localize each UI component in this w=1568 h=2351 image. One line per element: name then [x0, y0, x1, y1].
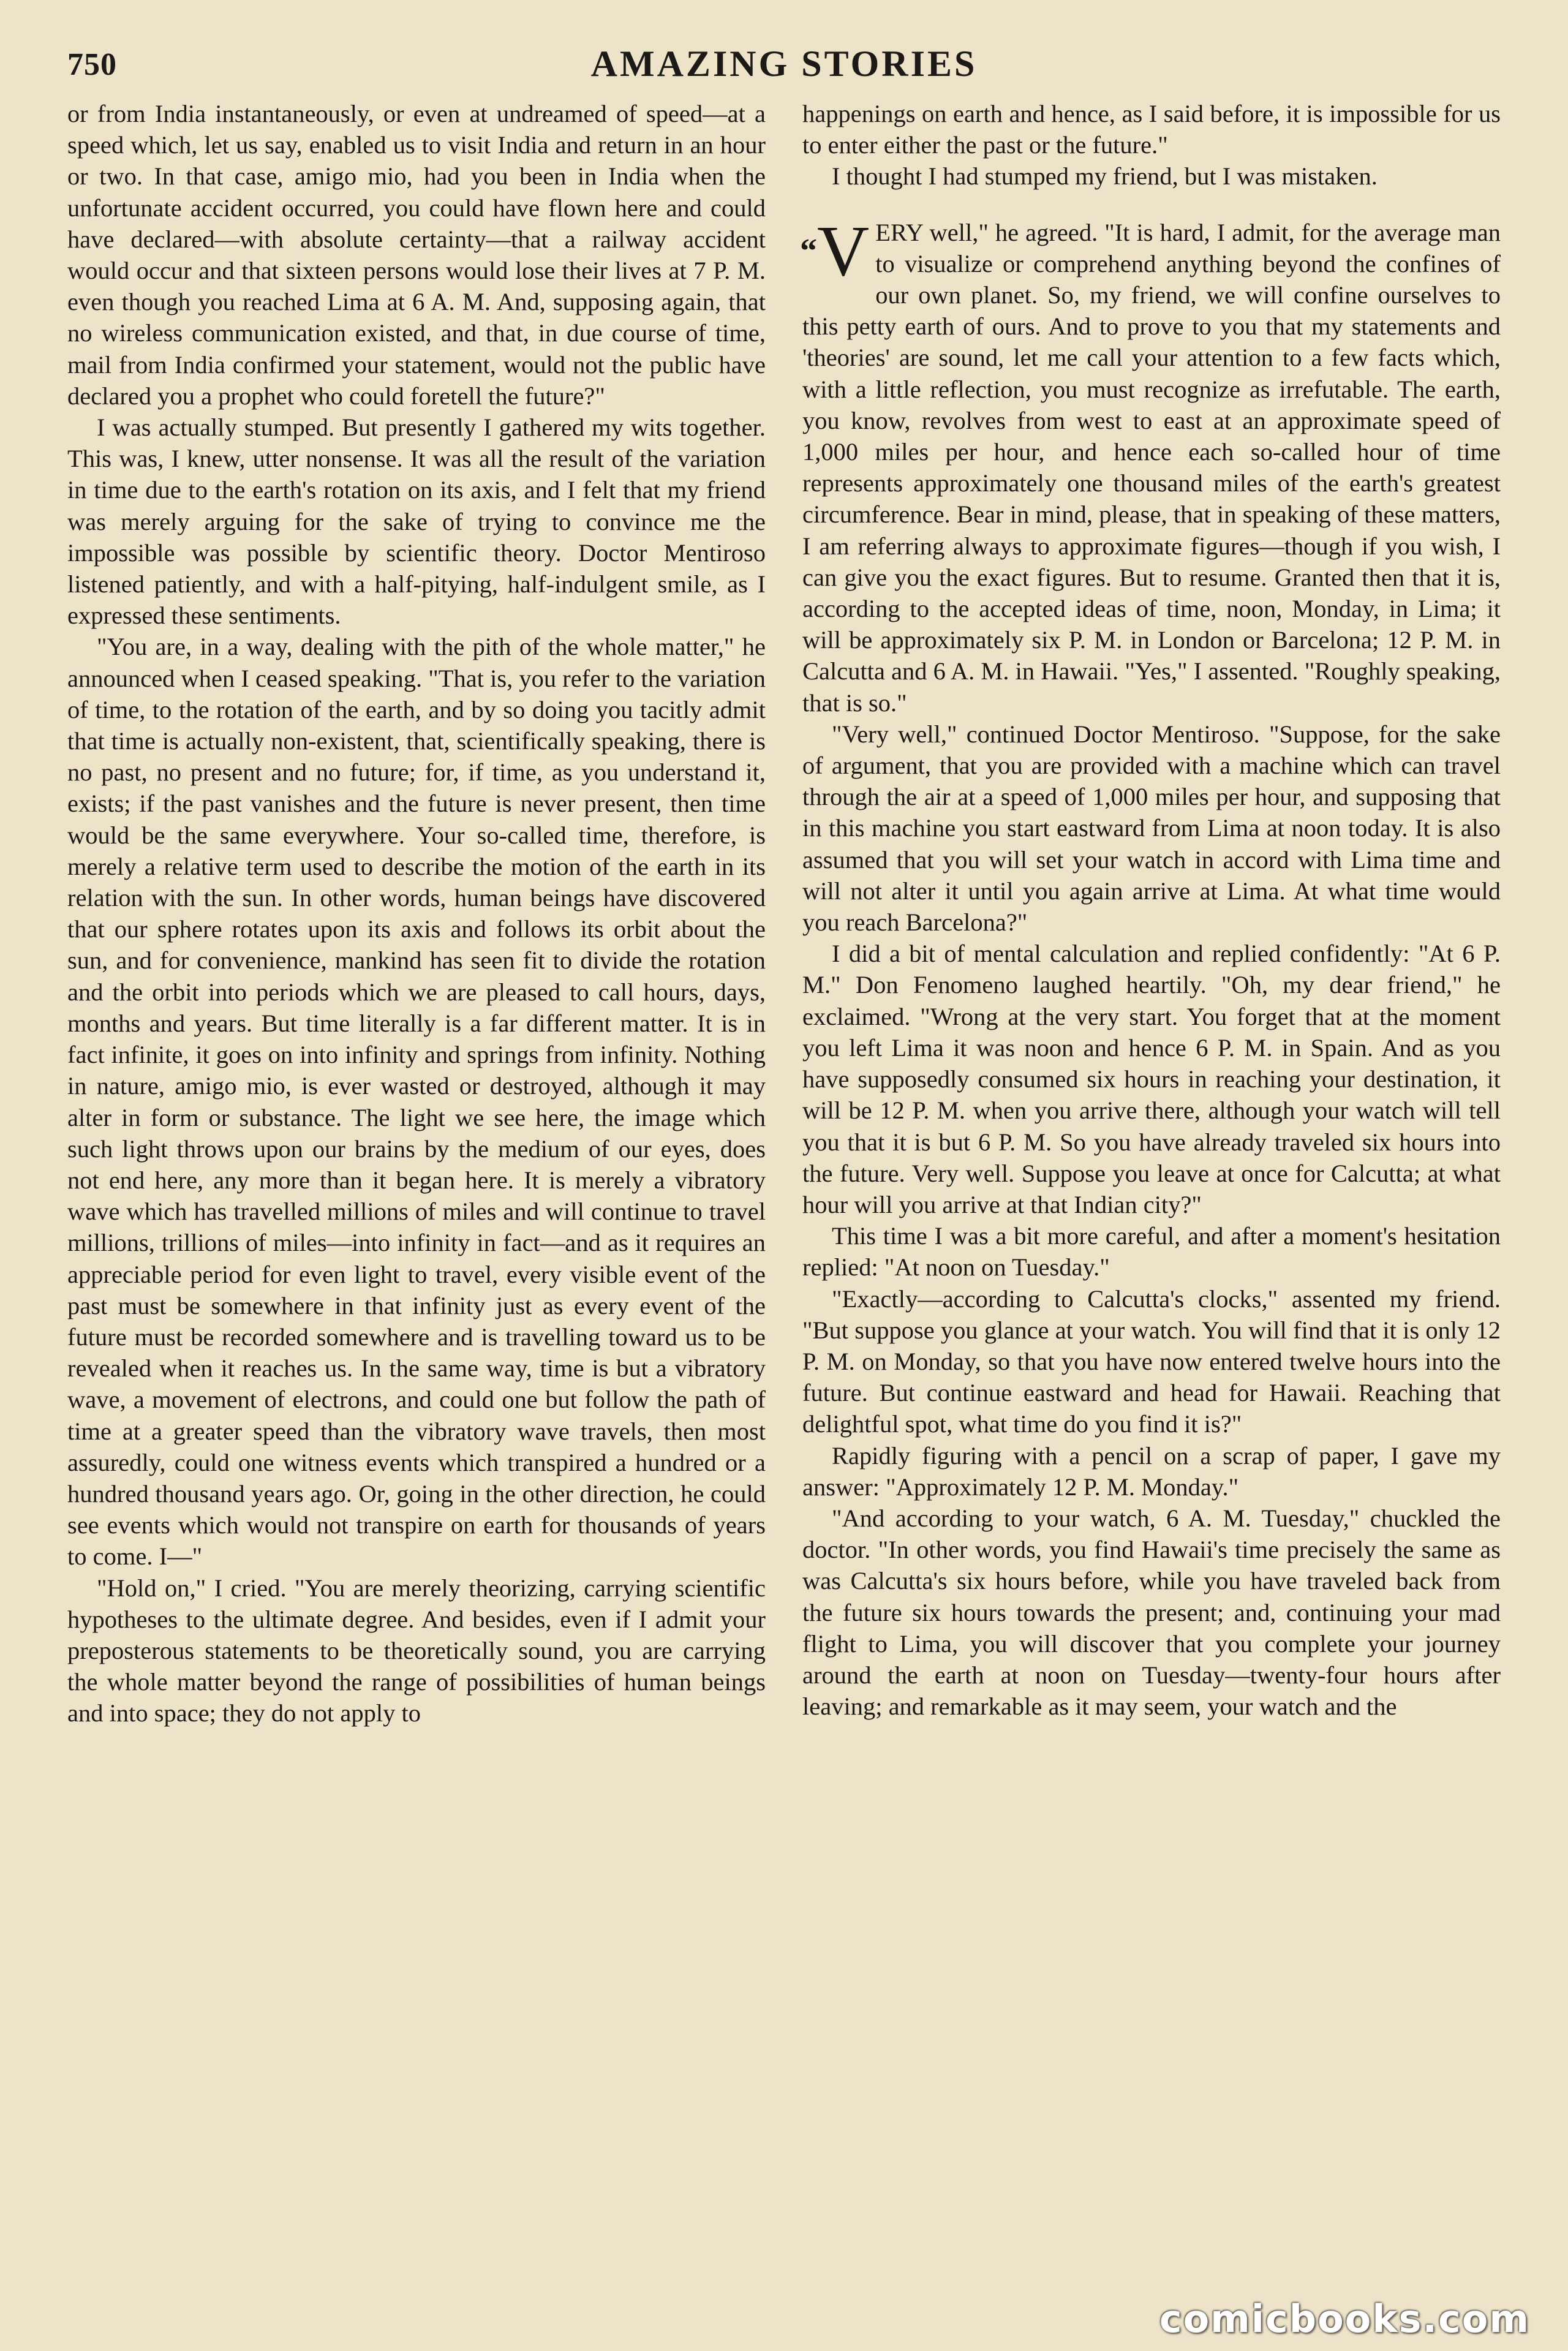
- paragraph: I did a bit of mental calculation and replied confidently: "At 6 P. M." Don Fenomeno laughed heartily. "Oh, my dear friend," he exclaimed. "Wrong at the very start. You forget that at the moment you left Lima it was noon and hence 6 P. M. in Spain. And as you have supposedly consumed six hours in reaching your destination, it will be 12 P. M. when you arrive there, although your watch will tell you that it is but 6 P. M. So you have already traveled six hours into the future. Very well. Suppose you leave at once for Calcutta; at what hour will you arrive at that Indian city?": [802, 940, 1501, 1218]
- section-opening-paragraph: [800, 210, 1501, 719]
- paragraph: "You are, in a way, dealing with the pith of the whole matter," he announced when I ceased speaking. "That is, you refer to the variation of time, to the rotation of the earth, and by so doing you tacitly admit that time is actually non-existent, that, scientifically speaking, there is no past, no present and no future; for, if time, as you understand it, exists; if the past vanishes and the future is never present, then time would be the same everywhere. Your so-called time, therefore, is merely a relative term used to describe the motion of the earth in its relation with the sun. In other words, human beings have discovered that our sphere rotates upon its axis and follows its orbit about the sun, and for convenience, mankind has seen fit to divide the rotation and the orbit into periods which we are pleased to call hours, days, months and years. But time literally is a far different matter. It is in fact infinite, it goes on into infinity and springs from infinity. Nothing in nature, amigo mio, is ever wasted or destroyed, although it may alter in form or substance. The light we see here, the image which such light throws upon our brains by the medium of our eyes, does not end here, any more than it began here. It is merely a vibratory wave which has travelled millions of miles and will continue to travel millions, trillions of miles—into infinity in fact—and as it requires an appreciable period for even light to travel, every visible event of the past must be somewhere in that infinity just as every event of the future must be recorded somewhere and is travelling toward us to be revealed when it reaches us. In the same way, time is but a vibratory wave, a movement of electrons, and could one but follow the path of time at a greater speed than the vibratory wave travels, then most assuredly, could one witness events which transpired a hundred or a hundred thousand years ago. Or, going in the other direction, he could see events which would not transpire on earth for thousands of years to come. I—": [67, 633, 766, 1571]
- left-column: [67, 98, 766, 1729]
- paragraph: happenings on earth and hence, as I said before, it is impossible for us to enter either the past or the future.": [802, 100, 1501, 159]
- paragraph: This time I was a bit more careful, and after a moment's hesitation replied: "At noon on Tuesday.": [802, 1222, 1501, 1281]
- text-columns: [67, 98, 1501, 1729]
- drop-cap: [800, 210, 870, 291]
- paragraph: or from India instantaneously, or even at undreamed of speed—at a speed which, let us say, enabled us to visit India and return in an hour or two. In that case, amigo mio, had you been in India when the unfortunate accident occurred, you could have flown here and could have declared—with absolute certainty—that a railway accident would occur and that sixteen persons would lose their lives at 7 P. M. even though you reached Lima at 6 A. M. And, supposing again, that no wireless communication existed, and that, in due course of time, mail from India confirmed your statement, would not the public have declared you a prophet who could foretell the future?": [67, 100, 766, 410]
- paragraph: Rapidly figuring with a pencil on a scrap of paper, I gave my answer: "Approximately 12 P. M. Monday.": [802, 1441, 1501, 1501]
- paragraph: "And according to your watch, 6 A. M. Tuesday," chuckled the doctor. "In other words, you find Hawaii's time precisely the same as was Calcutta's six hours before, while you have traveled back from the future six hours towards the present; and, continuing your mad flight to Lima, you will discover that you complete your journey around the earth at noon on Tuesday—twenty-four hours after leaving; and remarkable as it may seem, your watch and the: [802, 1504, 1501, 1721]
- right-column: [802, 98, 1501, 1729]
- drop-cap-quote: “: [800, 232, 817, 270]
- magazine-title: AMAZING STORIES: [590, 43, 978, 84]
- paragraph: "Hold on," I cried. "You are merely theorizing, carrying scientific hypotheses to the ultimate degree. And besides, even if I admit your preposterous statements to be theoretically sound, you are carrying the whole matter beyond the range of possibilities of human beings and into space; they do not apply to: [67, 1574, 766, 1727]
- paragraph: I was actually stumped. But presently I gathered my wits together. This was, I knew, utter nonsense. It was all the result of the variation in time due to the earth's rotation on its axis, and I felt that my friend was merely arguing for the sake of trying to convince me the impossible was possible by scientific theory. Doctor Mentiroso listened patiently, and with a half-pitying, half-indulgent smile, as I expressed these sentiments.: [67, 413, 766, 630]
- paragraph: "Exactly—according to Calcutta's clocks," assented my friend. "But suppose you glance at your watch. You will find that it is only 12 P. M. on Monday, so that you have now entered twelve hours into the future. But continue eastward and head for Hawaii. Reaching that delightful spot, what time do you find it is?": [802, 1285, 1501, 1438]
- drop-cap-letter: V: [817, 210, 870, 291]
- page-number: 750: [67, 47, 117, 82]
- paragraph-text: ERY well," he agreed. "It is hard, I admit, for the average man to visualize or comprehend anything beyond the confines of our own planet. So, my friend, we will confine ourselves to this petty earth of ours. And to prove to you that my statements and 'theories' are sound, let me call your attention to a few facts which, with a little reflection, you must recognize as irrefutable. The earth, you know, revolves from west to east at an approximate speed of 1,000 miles per hour, and hence each so-called hour of time represents approximately one thousand miles of the earth's greatest circumference. Bear in mind, please, that in speaking of these matters, I am referring always to approximate figures—though if you wish, I can give you the exact figures. But to resume. Granted then that it is, according to the accepted ideas of time, noon, Monday, in Lima; it will be approximately six P. M. in London or Barcelona; 12 P. M. in Calcutta and 6 A. M. in Hawaii. "Yes," I assented. "Roughly speaking, that is so.": [802, 218, 1501, 717]
- page-header: [67, 43, 1501, 98]
- paragraph: I thought I had stumped my friend, but I was mistaken.: [832, 162, 1378, 191]
- paragraph: "Very well," continued Doctor Mentiroso. "Suppose, for the sake of argument, that you are provided with a machine which can travel through the air at a speed of 1,000 miles per hour, and supposing that in this machine you start eastward from Lima at noon today. It is also assumed that you will set your watch in accord with Lima time and will not alter it until you again arrive at Lima. At what time would you reach Barcelona?": [802, 720, 1501, 937]
- watermark: comicbooks.com: [1159, 2296, 1530, 2341]
